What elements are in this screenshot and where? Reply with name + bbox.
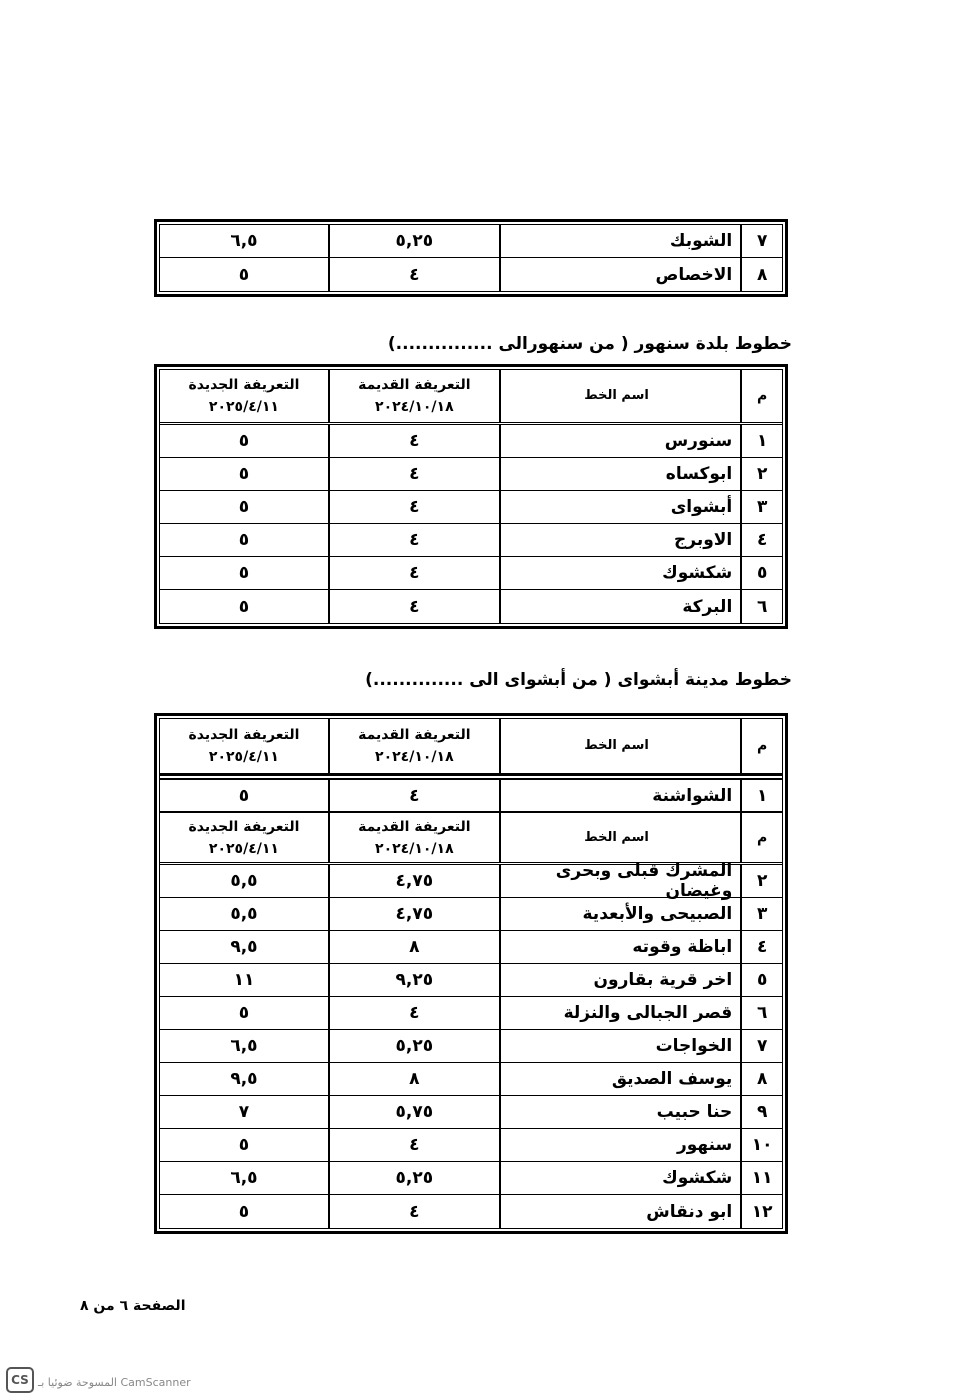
page-number: الصفحة ٦ من ٨ <box>80 1298 186 1314</box>
table-row <box>160 590 782 623</box>
row-name: يوسف الصديق <box>499 1063 740 1095</box>
row-old-fare: ٤ <box>328 524 499 556</box>
header-name: اسم الخط <box>499 719 740 773</box>
row-num: ١ <box>740 780 782 811</box>
row-name: اخر قرية بقارون <box>499 964 740 996</box>
row-old-fare: ٤,٧٥ <box>328 898 499 930</box>
row-num: ٣ <box>740 491 782 523</box>
table-header <box>160 719 782 774</box>
table-row <box>160 1030 782 1063</box>
row-num: ٢ <box>740 458 782 490</box>
ibshway-lines-table <box>154 713 788 1234</box>
row-new-fare: ٦,٥ <box>230 231 258 251</box>
row-old-fare: ٥,٢٥ <box>328 1030 499 1062</box>
header-old-fare: التعريفة القديمة ٢٠٢٤/١٠/١٨ <box>328 719 499 773</box>
row-num: ٨ <box>740 1063 782 1095</box>
row-old-fare: ٤ <box>328 780 499 811</box>
header-num: م <box>740 719 782 773</box>
table-row <box>160 524 782 557</box>
row-name: سنورس <box>499 425 740 457</box>
row-new-fare: ٧ <box>238 1102 250 1122</box>
row-old-fare: ٤ <box>328 425 499 457</box>
header-old-fare: التعريفة القديمة ٢٠٢٤/١٠/١٨ <box>328 370 499 422</box>
table-row <box>160 931 782 964</box>
camscanner-logo-icon: CS <box>6 1367 34 1393</box>
row-num: ١ <box>740 425 782 457</box>
table-row <box>160 458 782 491</box>
row-name: البركة <box>499 590 740 623</box>
row-old-fare: ٤ <box>328 1195 499 1228</box>
row-old-fare: ٤ <box>328 590 499 623</box>
row-name: الاخصاص <box>499 258 740 291</box>
table-row <box>160 861 782 901</box>
table-row <box>160 1063 782 1096</box>
row-name: الشوبك <box>499 225 740 257</box>
row-new-fare: ١١ <box>233 970 255 990</box>
row-name: ابوكساه <box>499 458 740 490</box>
table-row <box>160 898 782 931</box>
table-row <box>160 1096 782 1129</box>
camscanner-watermark: المسوحة ضوئيا بـ CamScanner <box>38 1376 191 1389</box>
row-name: شكشوك <box>499 557 740 589</box>
row-new-fare: ٩,٥ <box>230 937 258 957</box>
header-new-fare: التعريفة الجديدة ٢٠٢٥/٤/١١ <box>188 727 300 765</box>
row-name: قصر الجبالى والنزلة <box>499 997 740 1029</box>
row-name: الصبيحى والأبعدية <box>499 898 740 930</box>
row-new-fare: ٦,٥ <box>230 1036 258 1056</box>
row-old-fare: ٤ <box>328 458 499 490</box>
table-row <box>160 964 782 997</box>
section-heading-ibshway: خطوط مدينة أبشواى ( من أبشواى الى ..............) <box>365 670 792 690</box>
row-old-fare: ٥,٢٥ <box>328 1162 499 1194</box>
row-old-fare: ٤,٧٥ <box>328 865 499 897</box>
section-heading-sanhour: خطوط بلدة سنهور ( من سنهورالى ...............) <box>387 334 792 354</box>
row-new-fare: ٥ <box>238 1201 250 1222</box>
table-header-repeat <box>160 813 782 865</box>
row-name: أبشواى <box>499 491 740 523</box>
row-new-fare: ٥ <box>238 1135 250 1155</box>
row-new-fare: ٥ <box>238 563 250 583</box>
table-row <box>160 997 782 1030</box>
table-row <box>160 1162 782 1195</box>
row-new-fare: ٦,٥ <box>230 1168 258 1188</box>
row-num: ١٢ <box>740 1195 782 1228</box>
row-name: حنا حبيب <box>499 1096 740 1128</box>
header-old-fare: التعريفة القديمة ٢٠٢٤/١٠/١٨ <box>328 813 499 862</box>
row-num: ٤ <box>740 931 782 963</box>
row-new-fare: ٥ <box>238 497 250 517</box>
row-old-fare: ٥,٢٥ <box>328 225 499 257</box>
row-num: ٧ <box>740 225 782 257</box>
row-old-fare: ٤ <box>328 557 499 589</box>
table-row <box>160 780 782 813</box>
row-num: ٥ <box>740 557 782 589</box>
table-row <box>160 1129 782 1162</box>
row-num: ١١ <box>740 1162 782 1194</box>
row-name: ابو دنقاش <box>499 1195 740 1228</box>
row-name: المشرك قبلى وبحرى وغيضان <box>499 865 740 897</box>
row-name: الاوبرج <box>499 524 740 556</box>
table-row <box>160 557 782 590</box>
row-num: ١٠ <box>740 1129 782 1161</box>
header-num: م <box>740 813 782 862</box>
row-new-fare: ٥ <box>238 464 250 484</box>
table-row <box>160 258 782 291</box>
row-old-fare: ٤ <box>328 997 499 1029</box>
table-row <box>160 491 782 524</box>
row-name: اباظة وقوته <box>499 931 740 963</box>
row-num: ٩ <box>740 1096 782 1128</box>
header-num: م <box>740 370 782 422</box>
row-old-fare: ٩,٢٥ <box>328 964 499 996</box>
continuation-table <box>154 219 788 297</box>
row-name: سنهور <box>499 1129 740 1161</box>
row-old-fare: ٨ <box>328 1063 499 1095</box>
table-row <box>160 425 782 458</box>
row-new-fare: ٥ <box>238 785 250 806</box>
row-new-fare: ٥,٥ <box>230 904 258 924</box>
row-old-fare: ٥,٧٥ <box>328 1096 499 1128</box>
row-old-fare: ٨ <box>328 931 499 963</box>
row-new-fare: ٥ <box>238 530 250 550</box>
row-old-fare: ٤ <box>328 258 499 291</box>
table-row <box>160 225 782 258</box>
row-num: ٦ <box>740 997 782 1029</box>
row-name: الخواجات <box>499 1030 740 1062</box>
header-name: اسم الخط <box>499 370 740 422</box>
sanhour-lines-table <box>154 364 788 629</box>
row-new-fare: ٥ <box>238 431 250 451</box>
table-row <box>160 1195 782 1228</box>
row-num: ٦ <box>740 590 782 623</box>
row-new-fare: ٥,٥ <box>230 871 258 891</box>
row-old-fare: ٤ <box>328 1129 499 1161</box>
row-num: ٣ <box>740 898 782 930</box>
row-num: ٨ <box>740 258 782 291</box>
header-name: اسم الخط <box>499 813 740 862</box>
row-new-fare: ٥ <box>238 596 250 617</box>
row-num: ٥ <box>740 964 782 996</box>
row-num: ٤ <box>740 524 782 556</box>
header-new-fare: التعريفة الجديدة ٢٠٢٥/٤/١١ <box>188 818 300 857</box>
row-new-fare: ٥ <box>238 264 250 285</box>
row-num: ٢ <box>740 865 782 897</box>
row-old-fare: ٤ <box>328 491 499 523</box>
row-name: الشواشنة <box>499 780 740 811</box>
header-new-fare: التعريفة الجديدة ٢٠٢٥/٤/١١ <box>188 377 300 415</box>
row-name: شكشوك <box>499 1162 740 1194</box>
table-header <box>160 370 782 425</box>
row-new-fare: ٥ <box>238 1003 250 1023</box>
row-new-fare: ٩,٥ <box>230 1069 258 1089</box>
row-num: ٧ <box>740 1030 782 1062</box>
